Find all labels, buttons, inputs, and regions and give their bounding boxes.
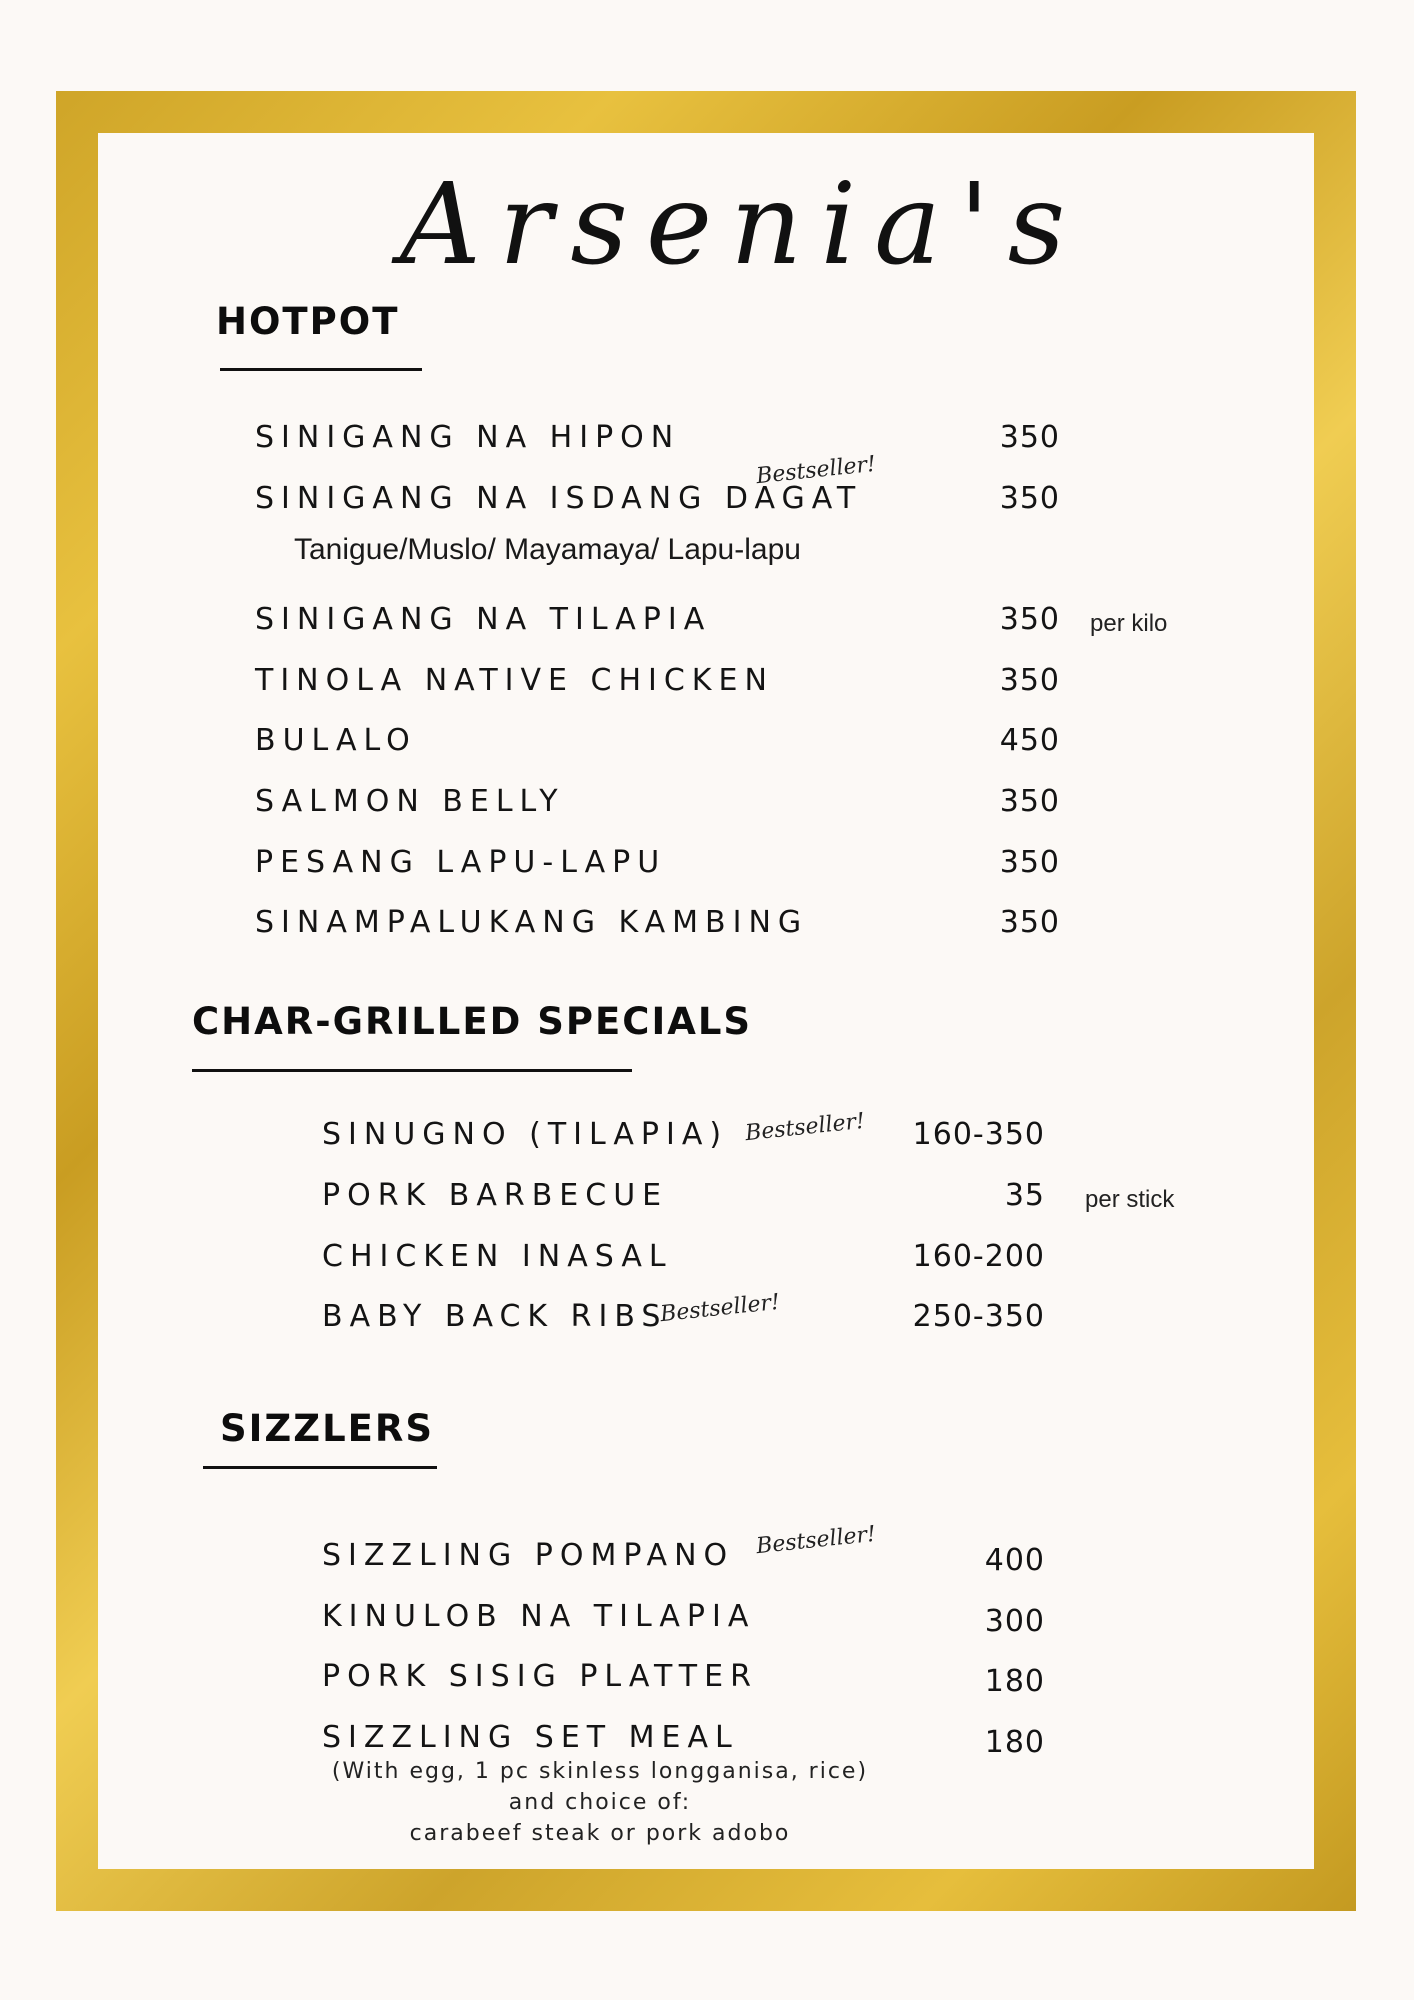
section-title-hotpot: HOTPOT bbox=[216, 300, 400, 343]
section-rule bbox=[192, 1069, 632, 1072]
menu-item-price: 350 bbox=[999, 481, 1060, 516]
menu-item-description: and choice of: bbox=[508, 1790, 692, 1815]
bestseller-badge: Bestseller! bbox=[755, 1521, 878, 1560]
menu-item-price: 350 bbox=[999, 663, 1060, 698]
menu-item: BULALO bbox=[255, 723, 417, 758]
menu-item-price: 450 bbox=[999, 723, 1060, 758]
menu-item-description: (With egg, 1 pc skinless longganisa, rice) bbox=[331, 1759, 869, 1784]
menu-item: SINIGANG NA TILAPIA bbox=[255, 602, 712, 637]
menu-item-price: 350 bbox=[999, 784, 1060, 819]
menu-item-subtext: Tanigue/Muslo/ Mayamaya/ Lapu-lapu bbox=[294, 533, 801, 566]
price-note: per kilo bbox=[1090, 610, 1168, 637]
menu-item: SINAMPALUKANG KAMBING bbox=[255, 905, 809, 940]
menu-item: PORK SISIG PLATTER bbox=[322, 1659, 758, 1694]
menu-item: SINUGNO (TILAPIA) bbox=[322, 1117, 729, 1152]
menu-item-price: 180 bbox=[984, 1725, 1045, 1760]
menu-item-price: 160-200 bbox=[912, 1239, 1045, 1274]
menu-item: SINIGANG NA ISDANG DAGAT bbox=[255, 481, 863, 516]
price-note: per stick bbox=[1085, 1186, 1175, 1213]
menu-item-price: 300 bbox=[984, 1604, 1045, 1639]
menu-item: TINOLA NATIVE CHICKEN bbox=[255, 663, 774, 698]
section-rule bbox=[203, 1466, 437, 1469]
section-rule bbox=[220, 368, 422, 371]
menu-item: SIZZLING SET MEAL bbox=[322, 1720, 739, 1755]
menu-item-price: 250-350 bbox=[912, 1299, 1045, 1334]
menu-item: PESANG LAPU-LAPU bbox=[255, 845, 667, 880]
menu-item-price: 350 bbox=[999, 845, 1060, 880]
bestseller-badge: Bestseller! bbox=[659, 1289, 782, 1328]
section-title-grilled: CHAR-GRILLED SPECIALS bbox=[192, 1000, 753, 1043]
bestseller-badge: Bestseller! bbox=[744, 1108, 867, 1147]
menu-item-description: carabeef steak or pork adobo bbox=[409, 1821, 791, 1846]
menu-item-price: 400 bbox=[984, 1543, 1045, 1578]
menu-item-price: 350 bbox=[999, 420, 1060, 455]
menu-item-price: 180 bbox=[984, 1664, 1045, 1699]
bestseller-badge: Bestseller! bbox=[755, 451, 878, 490]
menu-item: PORK BARBECUE bbox=[322, 1178, 669, 1213]
section-title-sizzlers: SIZZLERS bbox=[220, 1407, 435, 1450]
menu-item-price: 160-350 bbox=[912, 1117, 1045, 1152]
menu-item: SIZZLING POMPANO bbox=[322, 1538, 735, 1573]
menu-item-price: 350 bbox=[999, 905, 1060, 940]
menu-item: KINULOB NA TILAPIA bbox=[322, 1599, 756, 1634]
menu-item: SINIGANG NA HIPON bbox=[255, 420, 681, 455]
menu-item: CHICKEN INASAL bbox=[322, 1239, 673, 1274]
menu-item: BABY BACK RIBS bbox=[322, 1299, 668, 1334]
menu-item-price: 350 bbox=[999, 602, 1060, 637]
menu-item: SALMON BELLY bbox=[255, 784, 565, 819]
menu-item-price: 35 bbox=[1004, 1178, 1045, 1213]
brand-logo: Arsenia's bbox=[400, 160, 1084, 290]
